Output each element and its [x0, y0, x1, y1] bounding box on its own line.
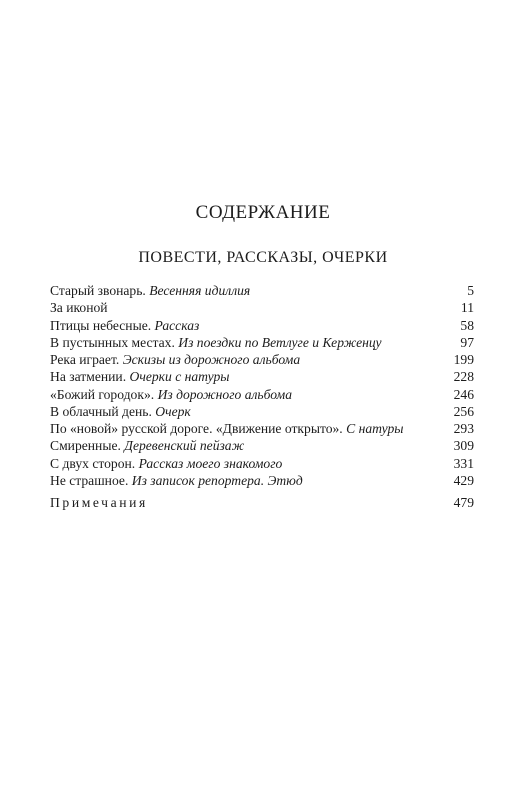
toc-entry	[50, 299, 474, 316]
toc-entry	[50, 282, 474, 299]
toc-entry-text	[50, 334, 454, 351]
toc-entry-page: 11	[460, 300, 474, 316]
toc-entry	[50, 472, 474, 489]
toc-entry	[50, 455, 474, 472]
toc-entry-subtitle: Весенняя идиллия	[149, 283, 251, 298]
toc-entry-subtitle: Рассказ моего знакомого	[138, 455, 283, 471]
toc-entry	[50, 386, 474, 403]
toc-entry-page: 58	[460, 317, 474, 333]
page-title: СОДЕРЖАНИЕ	[195, 202, 331, 223]
toc-entry-text	[50, 403, 448, 420]
section-heading: ПОВЕСТИ, РАССКАЗЫ, ОЧЕРКИ	[138, 249, 388, 266]
toc-entry-subtitle: Из записок репортера. Этюд	[131, 472, 303, 488]
toc-entry-text	[50, 317, 454, 334]
toc-entry-page: 199	[453, 352, 474, 367]
toc-entry-title: В облачный день.	[50, 403, 152, 419]
toc-entry-text	[50, 386, 448, 403]
toc-entry-text	[50, 437, 448, 454]
toc-entry-title: За иконой	[50, 300, 108, 316]
toc-entry-page: 246	[453, 386, 474, 402]
toc-entry	[50, 437, 474, 454]
toc-entry-title: В пустынных местах.	[50, 334, 175, 350]
toc-entry-page: 97	[460, 334, 474, 350]
toc-entry-subtitle: Очерк	[155, 403, 191, 419]
toc-entry	[50, 317, 474, 334]
toc-entry-subtitle: С натуры	[346, 421, 404, 436]
toc-entry-title: Смиренные.	[50, 438, 121, 454]
toc-entry	[50, 368, 474, 385]
toc-entry-page: 293	[453, 421, 474, 436]
toc-entry-title: Старый звонарь.	[50, 283, 146, 298]
toc-entry-title: С двух сторон.	[50, 455, 136, 471]
toc-entry-text	[50, 472, 448, 489]
toc-entry-title: «Божий городок».	[50, 386, 155, 402]
toc-entry-text	[50, 351, 448, 368]
toc-entry-page: 5	[467, 283, 474, 298]
toc-entry-page: 256	[453, 403, 474, 419]
toc-entry	[50, 403, 474, 420]
toc-entry-subtitle: Очерки с натуры	[129, 369, 230, 385]
toc-entry-title: Не страшное.	[50, 472, 129, 488]
toc-entry-text	[50, 455, 448, 472]
toc-entry-title: Птицы небесные.	[50, 317, 152, 333]
toc-notes-entry	[50, 494, 474, 511]
toc-entry-subtitle: Деревенский пейзаж	[124, 438, 245, 454]
toc-entry-subtitle: Из дорожного альбома	[157, 386, 293, 402]
toc-entry-subtitle: Эскизы из дорожного альбома	[122, 352, 301, 367]
toc-entry-page: 429	[453, 472, 474, 488]
toc-entry-text	[50, 420, 448, 437]
notes-label: Примечания	[50, 495, 148, 510]
table-of-contents	[50, 282, 474, 489]
toc-entry-title: Река играет.	[50, 352, 120, 367]
toc-entry-text	[50, 299, 455, 316]
toc-entry-subtitle: Из поездки по Ветлуге и Керженцу	[178, 334, 382, 350]
toc-entry	[50, 351, 474, 368]
toc-entry-page: 331	[453, 455, 474, 471]
toc-entry-title: По «новой» русской дороге. «Движение открыто».	[50, 421, 343, 436]
toc-entry-page: 309	[453, 438, 474, 454]
toc-entry-subtitle: Рассказ	[154, 317, 200, 333]
toc-entry	[50, 420, 474, 437]
notes-page: 479	[453, 495, 474, 510]
toc-entry-text	[50, 368, 448, 385]
toc-entry-text	[50, 282, 461, 299]
toc-entry	[50, 334, 474, 351]
toc-entry-title: На затмении.	[50, 369, 127, 385]
toc-entry-page: 228	[453, 369, 474, 385]
